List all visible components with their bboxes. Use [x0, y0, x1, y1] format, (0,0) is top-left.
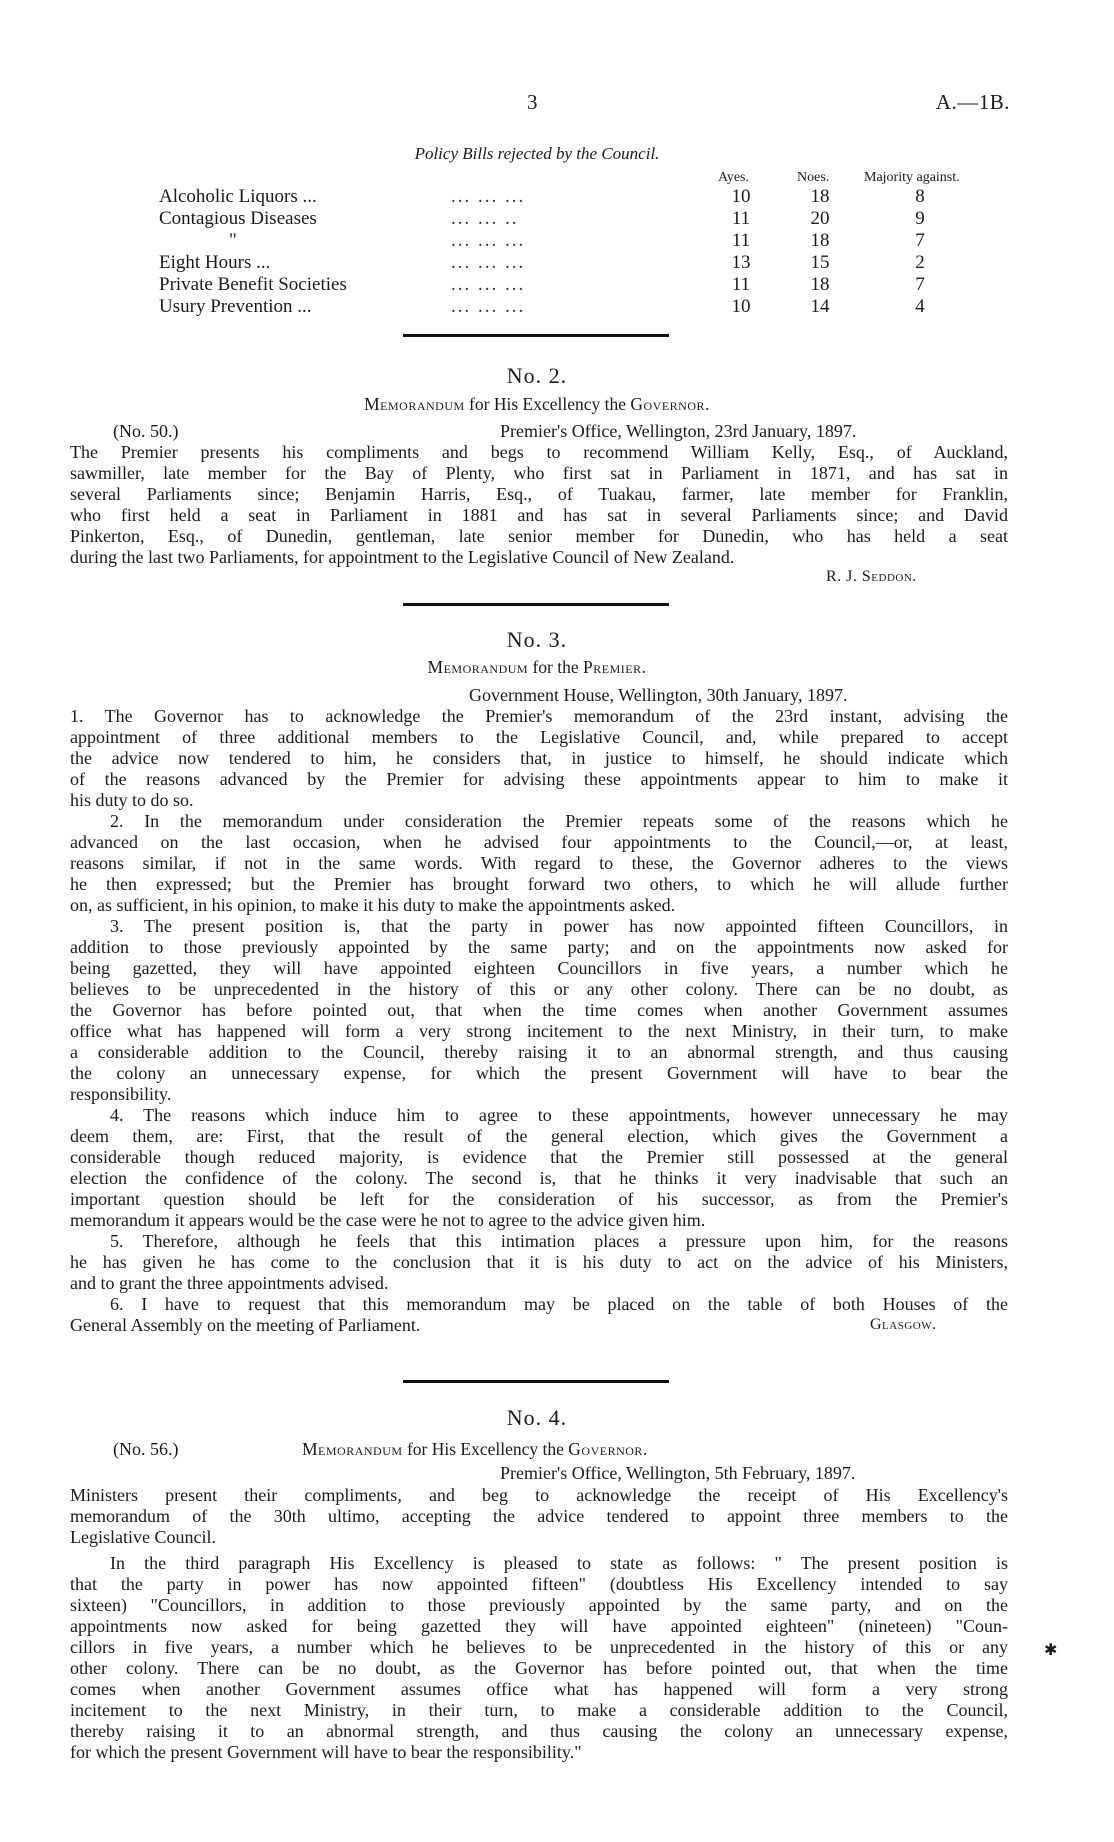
- column-header-noes: Noes.: [797, 170, 830, 185]
- leader-dots: ... ... ...: [451, 274, 526, 295]
- ayes-value: 10: [731, 296, 751, 317]
- ayes-value: 11: [731, 274, 751, 295]
- table-caption: Policy Bills rejected by the Council.: [414, 144, 660, 163]
- body-line: 5. Therefore, although he feels that this intimation places a pressure upon him, for the reasons: [110, 1231, 1008, 1251]
- body-line: sawmiller, late member for the Bay of Plenty, who first sat in Parliament in 1871, and has sat in: [70, 463, 1008, 483]
- body-line: cillors in five years, a number which he believes to be unprecedented in the history of this or any: [70, 1637, 1008, 1657]
- body-line: 4. The reasons which induce him to agree to these appointments, however unnecessary he may: [110, 1105, 1008, 1125]
- body-line: the Governor has before pointed out, that when the time comes when another Government assumes: [70, 1000, 1008, 1020]
- page-number: 3: [527, 90, 538, 114]
- section-divider: [403, 1380, 669, 1383]
- body-line: The Premier presents his compliments and begs to recommend William Kelly, Esq., of Auckland,: [70, 442, 1008, 462]
- memorandum-ref: (No. 50.): [113, 421, 179, 441]
- section-number: No. 2.: [506, 363, 568, 388]
- body-line: addition to those previously appointed by the same party; and on the appointments now asked for: [70, 937, 1008, 957]
- bill-name: Contagious Diseases: [159, 208, 317, 229]
- leader-dots: ... ... ...: [451, 296, 526, 317]
- ayes-value: 11: [731, 208, 751, 229]
- noes-value: 18: [810, 274, 830, 295]
- body-line: important question should be left for the consideration of his successor, as from the Premier's: [70, 1189, 1008, 1209]
- document-reference: A.—1B.: [935, 90, 1010, 114]
- column-header-ayes: Ayes.: [718, 170, 749, 185]
- body-line: the colony an unnecessary expense, for which the present Government will have to bear the: [70, 1063, 1008, 1083]
- body-line: and to grant the three appointments advised.: [70, 1273, 389, 1293]
- body-line: he has given he has come to the conclusion that it is his duty to act on the advice of his Ministers,: [70, 1252, 1008, 1272]
- ayes-value: 11: [731, 230, 751, 251]
- bill-name: Private Benefit Societies: [159, 274, 347, 295]
- body-line: believes to be unprecedented in the history of this or any other colony. There can be no doubt, as: [70, 979, 1008, 999]
- section-number: No. 3.: [506, 627, 568, 652]
- body-line: deem them, are: First, that the result of the general election, which gives the Government a: [70, 1126, 1008, 1146]
- memorandum-title: Memorandum for His Excellency the Governor.: [302, 1439, 648, 1459]
- section-divider: [403, 603, 669, 606]
- body-line: Legislative Council.: [70, 1527, 216, 1547]
- body-line: memorandum it appears would be the case were he not to agree to the advice given him.: [70, 1210, 706, 1230]
- body-line: who first held a seat in Parliament in 1881 and has sat in several Parliaments since; and David: [70, 505, 1008, 525]
- body-line: considerable though reduced majority, is evidence that the Premier still possessed at the general: [70, 1147, 1008, 1167]
- body-line: thereby raising it to an abnormal strength, and thus causing the colony an unnecessary expense,: [70, 1721, 1008, 1741]
- noes-value: 20: [810, 208, 830, 229]
- memorandum-title: Memorandum for the Premier.: [427, 657, 647, 677]
- leader-dots: ... ... ...: [451, 186, 526, 207]
- body-line: responsibility.: [70, 1084, 172, 1104]
- bill-name-ditto: ": [229, 230, 237, 251]
- body-line: comes when another Government assumes office what has happened will form a very strong: [70, 1679, 1008, 1699]
- majority-value: 7: [915, 230, 925, 251]
- ayes-value: 13: [731, 252, 751, 273]
- majority-value: 8: [915, 186, 925, 207]
- noes-value: 14: [810, 296, 830, 317]
- majority-value: 7: [915, 274, 925, 295]
- leader-dots: ... ... ...: [451, 252, 526, 273]
- margin-mark-icon: ✱: [1044, 1642, 1058, 1659]
- body-line: 1. The Governor has to acknowledge the Premier's memorandum of the 23rd instant, advising the: [70, 706, 1008, 726]
- body-line: 6. I have to request that this memorandum may be placed on the table of both Houses of the: [110, 1294, 1008, 1314]
- body-line: during the last two Parliaments, for appointment to the Legislative Council of New Zealand.: [70, 547, 735, 567]
- body-line: memorandum of the 30th ultimo, accepting the advice tendered to appoint three members to the: [70, 1506, 1008, 1526]
- place-date: Premier's Office, Wellington, 23rd January, 1897.: [500, 421, 857, 441]
- body-line: the advice now tendered to him, he considers that, in justice to himself, he should indicate which: [70, 748, 1008, 768]
- body-line: 3. The present position is, that the party in power has now appointed fifteen Councillors, in: [110, 916, 1008, 936]
- body-line: appointment of three additional members to the Legislative Council, and, while prepared to accept: [70, 727, 1008, 747]
- bill-name: Eight Hours ...: [159, 252, 271, 273]
- memorandum-ref: (No. 56.): [113, 1439, 179, 1459]
- section-divider: [403, 334, 669, 337]
- section-number: No. 4.: [506, 1405, 568, 1430]
- body-line: sixteen) "Councillors, in addition to those previously appointed by the same party, and on the: [70, 1595, 1008, 1615]
- body-line: General Assembly on the meeting of Parliament.: [70, 1315, 421, 1335]
- body-line: that the party in power has now appointed fifteen" (doubtless His Excellency intended to say: [70, 1574, 1008, 1594]
- signature: Glasgow.: [870, 1316, 937, 1333]
- body-line: for which the present Government will have to bear the responsibility.": [70, 1742, 582, 1762]
- body-line: on, as sufficient, in his opinion, to make it his duty to make the appointments asked.: [70, 895, 676, 915]
- majority-value: 9: [915, 208, 925, 229]
- leader-dots: ... ... ...: [451, 230, 526, 251]
- body-line: 2. In the memorandum under consideration the Premier repeats some of the reasons which he: [110, 811, 1008, 831]
- leader-dots: ... ... ..: [451, 208, 519, 229]
- noes-value: 15: [810, 252, 830, 273]
- body-line: he then expressed; but the Premier has brought forward two others, to which he will allude further: [70, 874, 1008, 894]
- body-line: other colony. There can be no doubt, as the Governor has before pointed out, that when the time: [70, 1658, 1008, 1678]
- ayes-value: 10: [731, 186, 751, 207]
- body-line: of the reasons advanced by the Premier for advising these appointments appear to him to make it: [70, 769, 1008, 789]
- body-line: reasons similar, if not in the same words. With regard to these, the Governor adheres to the views: [70, 853, 1008, 873]
- bill-name: Alcoholic Liquors ...: [159, 186, 317, 207]
- place-date: Government House, Wellington, 30th January, 1897.: [469, 685, 848, 705]
- memorandum-title: Memorandum for His Excellency the Governor.: [364, 394, 710, 414]
- majority-value: 2: [915, 252, 925, 273]
- bill-name: Usury Prevention ...: [159, 296, 312, 317]
- majority-value: 4: [915, 296, 925, 317]
- body-line: Pinkerton, Esq., of Dunedin, gentleman, late senior member for Dunedin, who has held a seat: [70, 526, 1008, 546]
- column-header-majority: Majority against.: [864, 170, 960, 185]
- body-line: incitement to the next Ministry, in their turn, to make a considerable addition to the Council,: [70, 1700, 1008, 1720]
- place-date: Premier's Office, Wellington, 5th February, 1897.: [500, 1463, 856, 1483]
- body-line: election the confidence of the colony. The second is, that he thinks it very inadvisable that such an: [70, 1168, 1008, 1188]
- body-line: Ministers present their compliments, and beg to acknowledge the receipt of His Excellency's: [70, 1485, 1008, 1505]
- noes-value: 18: [810, 230, 830, 251]
- body-line: appointments now asked for being gazetted they will have appointed eighteen" (nineteen) "Coun-: [70, 1616, 1008, 1636]
- body-line: office what has happened will form a very strong incitement to the next Ministry, in their turn, to make: [70, 1021, 1008, 1041]
- body-line: being gazetted, they will have appointed eighteen Councillors in five years, a number which he: [70, 958, 1008, 978]
- body-line: In the third paragraph His Excellency is pleased to state as follows: " The present position is: [110, 1553, 1008, 1573]
- signature: R. J. Seddon.: [826, 568, 917, 585]
- noes-value: 18: [810, 186, 830, 207]
- body-line: his duty to do so.: [70, 790, 194, 810]
- body-line: advanced on the last occasion, when he advised four appointments to the Council,—or, at least,: [70, 832, 1008, 852]
- body-line: several Parliaments since; Benjamin Harris, Esq., of Tuakau, farmer, late member for Franklin,: [70, 484, 1008, 504]
- body-line: a considerable addition to the Council, thereby raising it to an abnormal strength, and thus causing: [70, 1042, 1008, 1062]
